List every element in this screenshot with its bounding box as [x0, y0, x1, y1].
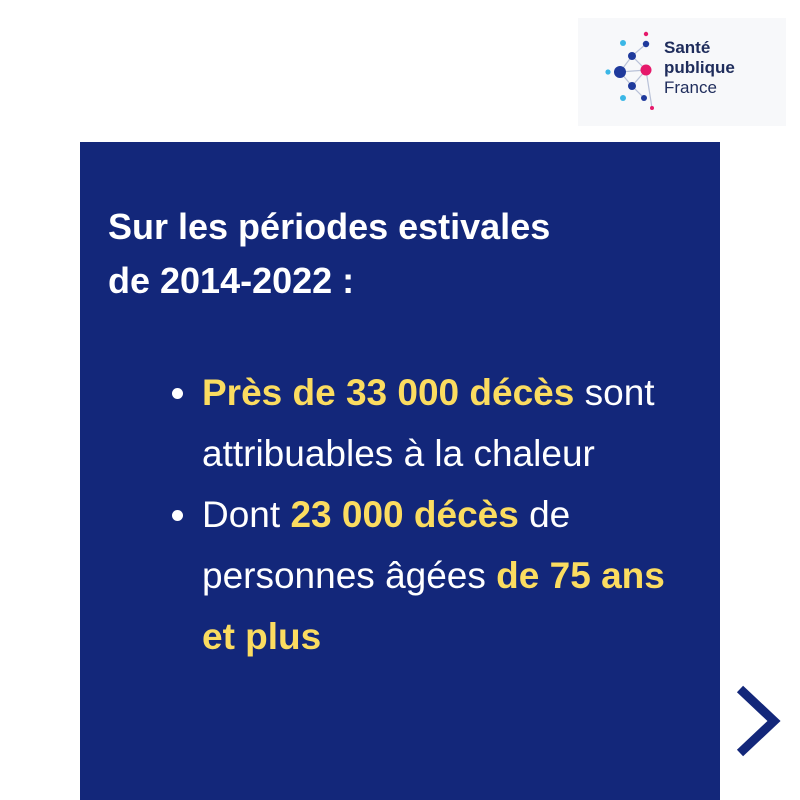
logo-text: [664, 38, 735, 98]
next-slide-button[interactable]: [732, 683, 784, 759]
bullet-2-highlight-2: de 75 ans et plus: [202, 555, 665, 657]
bullet-1-highlight: Près de 33 000 décès: [202, 372, 575, 413]
logo-line-2: publique: [664, 58, 735, 77]
info-panel: [80, 142, 720, 800]
bullet-1-text: sont attribuables à la chaleur: [202, 372, 655, 474]
logo-line-3: France: [664, 78, 717, 97]
heading-line-2: de 2014-2022 :: [108, 260, 355, 301]
bullet-item-1: [202, 362, 672, 484]
bullet-2-highlight-1: 23 000 décès: [290, 494, 519, 535]
santé-publique-france-logo: [578, 18, 786, 126]
bullet-2-prefix: Dont: [202, 494, 291, 535]
heading: [108, 200, 668, 308]
logo-line-1: Santé: [664, 38, 711, 57]
network-dots-icon: [602, 26, 662, 118]
chevron-right-icon: [732, 683, 784, 759]
bullet-2-middle: de personnes âgées: [202, 494, 571, 596]
bullet-item-2: [202, 484, 672, 667]
bullet-list: [202, 362, 672, 667]
heading-line-1: Sur les périodes estivales: [108, 206, 551, 247]
